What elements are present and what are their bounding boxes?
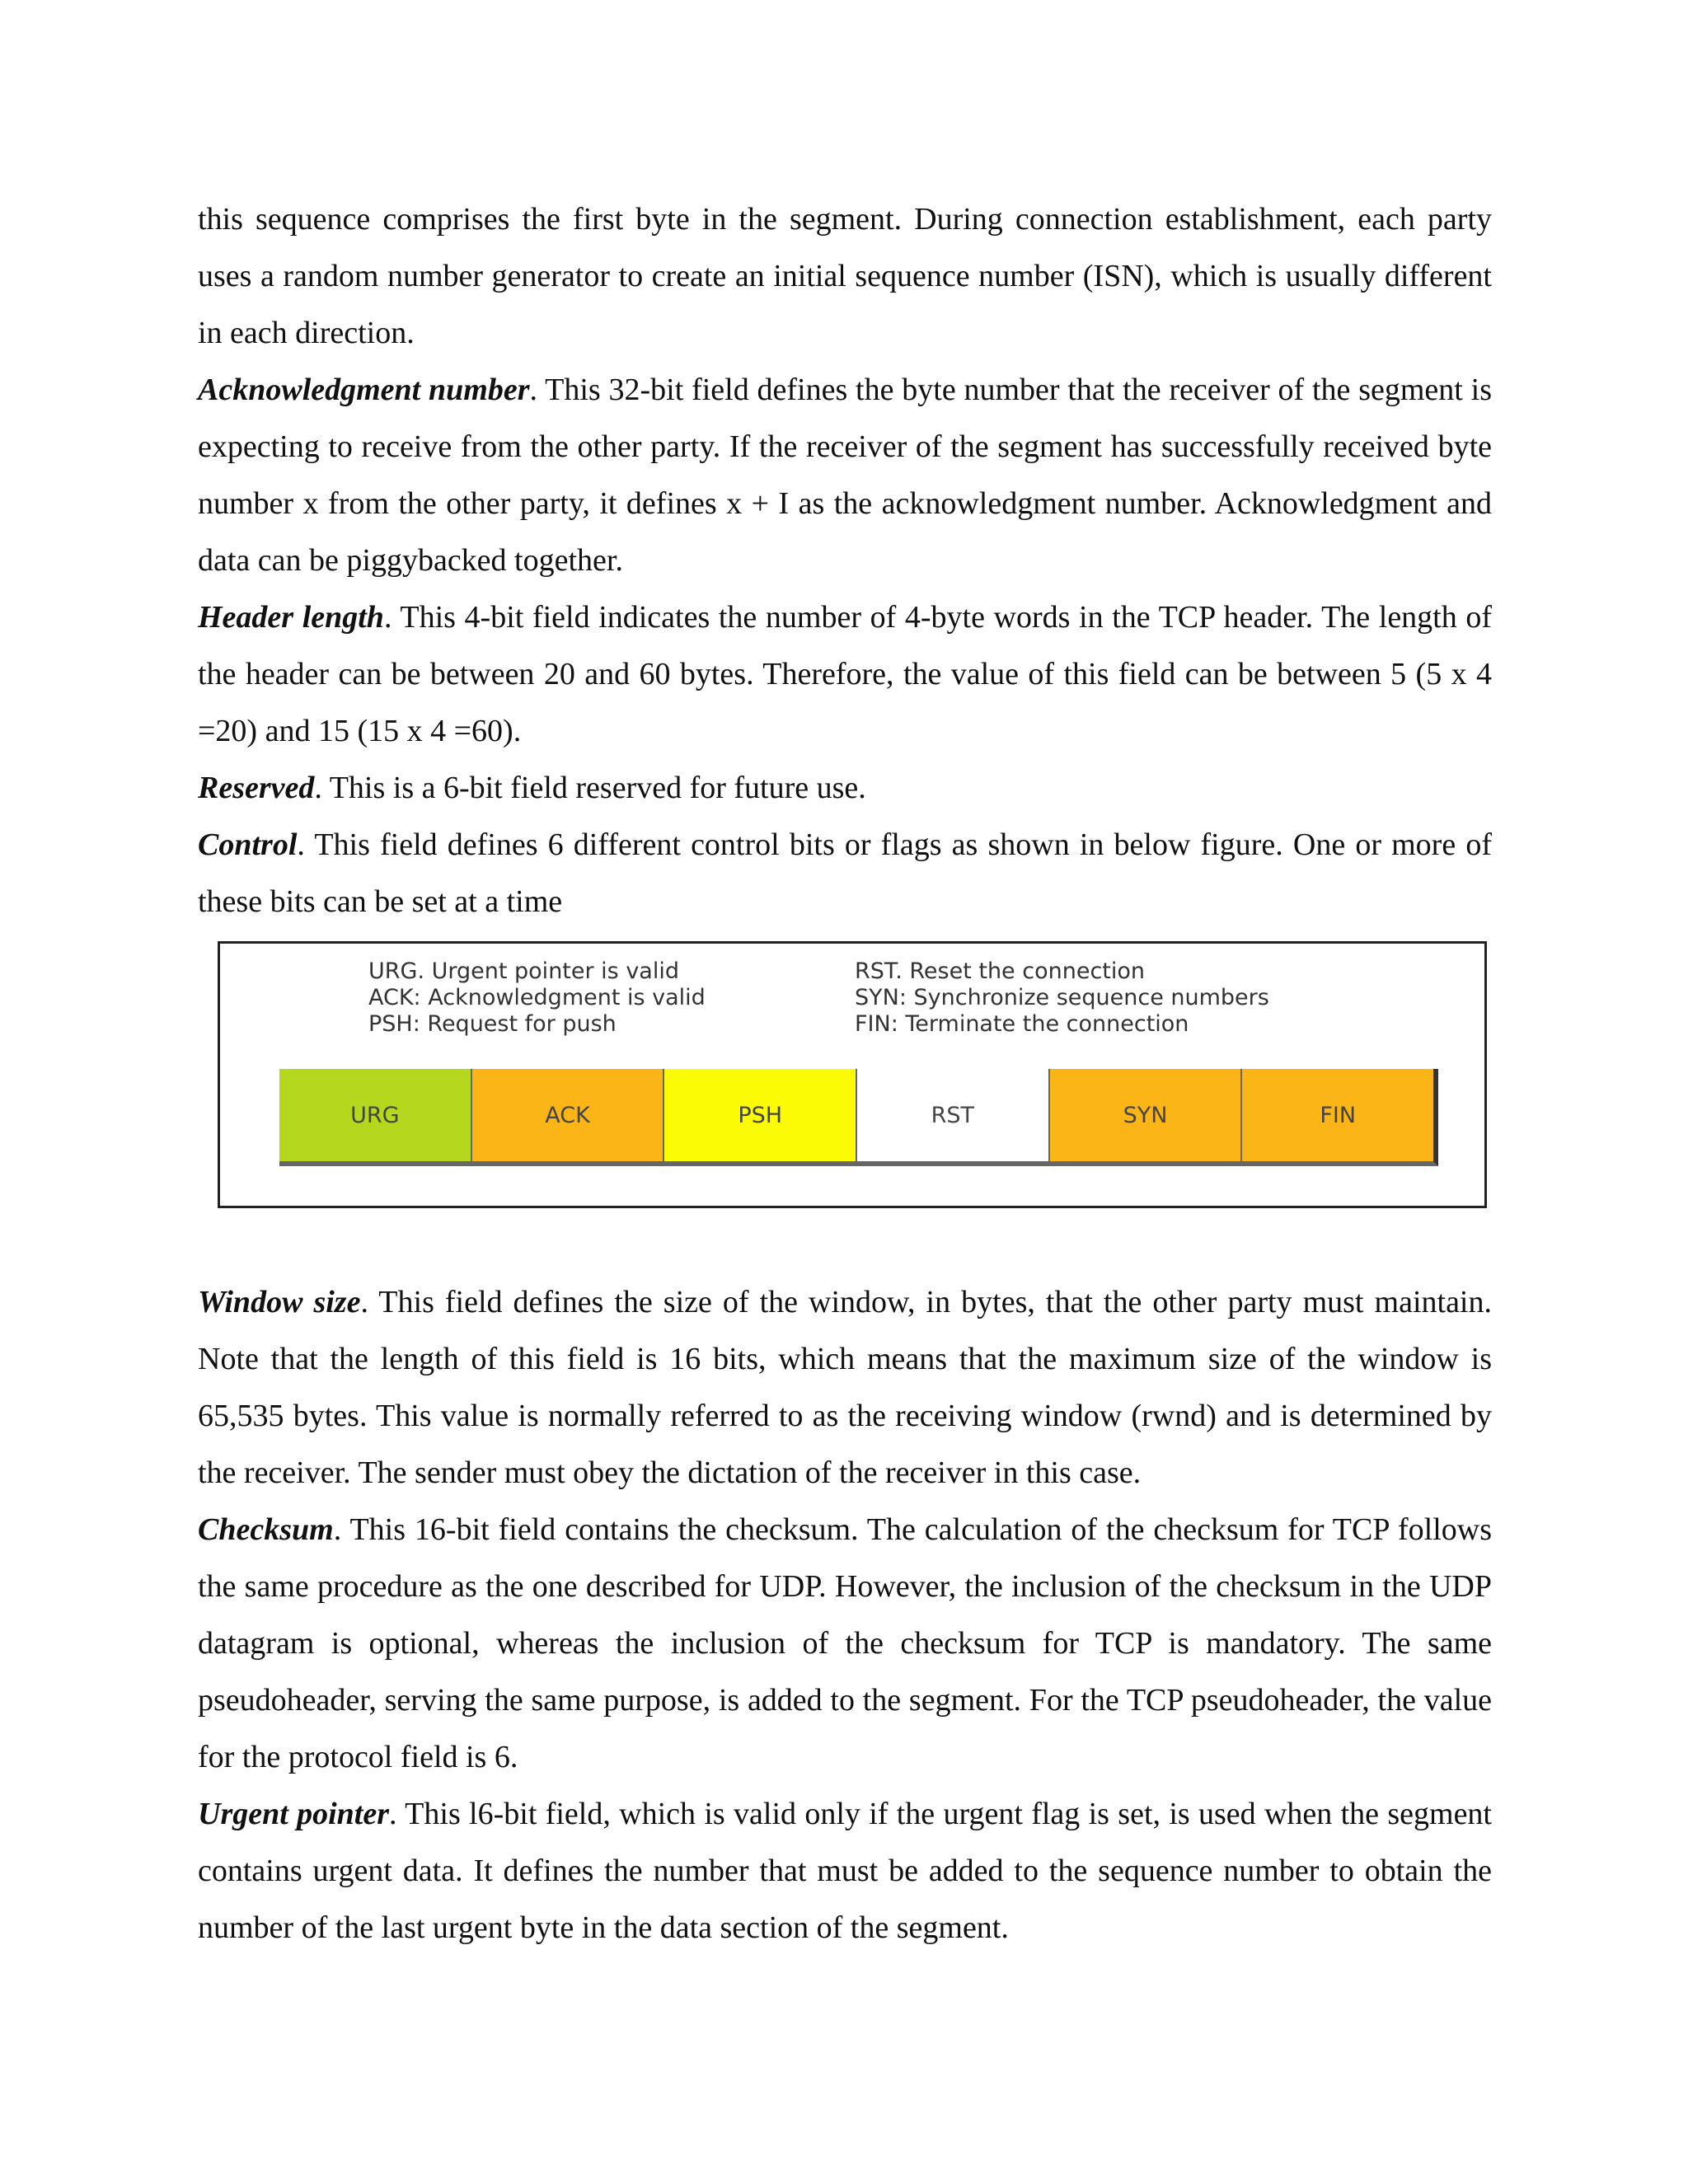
term-window-size: Window size <box>198 1285 361 1319</box>
legend-syn: SYN: Synchronize sequence numbers <box>855 985 1269 1010</box>
term-header-length: Header length <box>198 600 384 635</box>
term-urgent-pointer: Urgent pointer <box>198 1797 390 1831</box>
legend-left <box>368 958 706 1038</box>
text-checksum: . This 16-bit field contains the checksum. The calculation of the checksum for TCP follows the same procedure as the one described for UDP. However, the inclusion of the checksum in the UDP datagram is optional, whereas the inclusion of the checksum for TCP is mandatory. The same pseudoheader, serving the same purpose, is added to the segment. For the TCP pseudoheader, the value for the protocol field is 6. <box>198 1512 1492 1774</box>
text-control: . This field defines 6 different control bits or flags as shown in below figure. One or more of these bits can be set at a time <box>198 827 1492 919</box>
paragraph-control <box>198 817 1492 930</box>
legend-urg: URG. Urgent pointer is valid <box>368 958 679 984</box>
paragraph-reserved <box>198 760 1492 817</box>
flag-urg: URG <box>279 1069 471 1161</box>
control-flags-figure <box>218 941 1487 1208</box>
paragraph-checksum <box>198 1502 1492 1786</box>
text-urgent-pointer: . This l6-bit field, which is valid only if the urgent flag is set, is used when the segment contains urgent data. It defines the number that must be added to the sequence number to obtain the number of the last urgent byte in the data section of the segment. <box>198 1797 1492 1945</box>
legend-fin: FIN: Terminate the connection <box>855 1011 1189 1037</box>
text-acknowledgment-number: . This 32-bit field defines the byte number that the receiver of the segment is expecting to receive from the other party. If the receiver of the segment has successfully received byte number x from the other party, it defines x + I as the acknowledgment number. Acknowledgment and data can be piggybacked together. <box>198 373 1492 578</box>
flag-bits-row <box>279 1069 1438 1166</box>
page-text-bottom <box>198 1274 1492 1957</box>
flag-rst: RST <box>856 1069 1048 1161</box>
term-reserved: Reserved <box>198 771 315 805</box>
paragraph-acknowledgment-number <box>198 362 1492 589</box>
legend-psh: PSH: Request for push <box>368 1011 617 1037</box>
paragraph-sequence-number: this sequence comprises the first byte in the segment. During connection establishment, each party uses a random number generator to create an initial sequence number (ISN), which is usually different in each direction. <box>198 202 1492 350</box>
text-window-size: . This field defines the size of the window, in bytes, that the other party must maintain. Note that the length of this field is 16 bits, which means that the maximum size of the window is 65,535 bytes. This value is normally referred to as the receiving window (rwnd) and is determined by the receiver. The sender must obey the dictation of the receiver in this case. <box>198 1285 1492 1490</box>
page-text-top <box>198 191 1492 930</box>
paragraph-window-size <box>198 1274 1492 1502</box>
term-control: Control <box>198 827 298 862</box>
term-acknowledgment-number: Acknowledgment number <box>198 373 530 407</box>
flag-fin: FIN <box>1240 1069 1433 1161</box>
legend-rst: RST. Reset the connection <box>855 958 1146 984</box>
paragraph-urgent-pointer <box>198 1786 1492 1957</box>
text-header-length: . This 4-bit field indicates the number of 4-byte words in the TCP header. The length of the header can be between 20 and 60 bytes. Therefore, the value of this field can be between 5 (5 x 4 =20) and 15 (15 x 4 =60). <box>198 600 1493 748</box>
legend-ack: ACK: Acknowledgment is valid <box>368 985 706 1010</box>
flag-syn: SYN <box>1048 1069 1241 1161</box>
flag-psh: PSH <box>663 1069 856 1161</box>
text-reserved: . This is a 6-bit field reserved for future use. <box>314 771 866 805</box>
flag-ack: ACK <box>471 1069 663 1161</box>
term-checksum: Checksum <box>198 1512 334 1547</box>
paragraph-header-length <box>198 589 1492 760</box>
legend-right <box>855 958 1269 1038</box>
